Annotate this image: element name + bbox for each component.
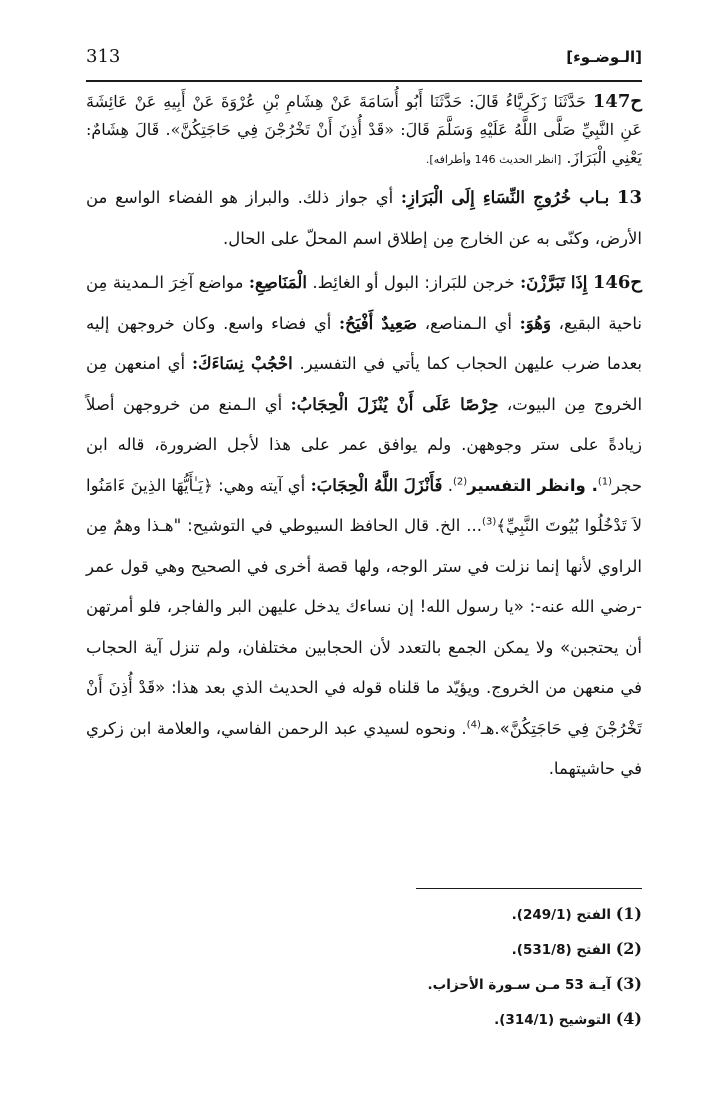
- gloss: .: [447, 475, 454, 495]
- chapter-title: بـاب خُرُوجِ النِّسَاءِ إِلَى الْبَرَازِ:: [400, 188, 610, 207]
- gloss: خرجن للبَراز: البول أو الغائِط.: [312, 273, 515, 292]
- footnote-ref[interactable]: (2): [453, 476, 468, 487]
- footnote-ref[interactable]: (4): [466, 719, 481, 730]
- lemma: حِرْصًا عَلَى أَنْ يُنْزَلَ الْحِجَابُ:: [290, 394, 499, 414]
- commentary-number: ح146: [592, 272, 643, 293]
- lemma: صَعِيدٌ أَفْيَحُ:: [339, 313, 417, 333]
- chapter-number: 13: [616, 187, 642, 208]
- gloss: أي الـمناصع،: [424, 313, 512, 333]
- chapter-paragraph: [86, 178, 642, 259]
- footnote-text: الفتح (249/1).: [511, 907, 611, 923]
- commentary-paragraph: [86, 263, 642, 790]
- footnote: [312, 967, 642, 1002]
- footnotes: [312, 897, 642, 1037]
- gloss: أي فضاء واسع. وكان خروجهن إليه بعدما ضرب عليهن الحجاب كما يأتي في التفسير.: [86, 313, 643, 373]
- page-header: [86, 44, 642, 80]
- footnote-ref[interactable]: (3): [482, 516, 497, 528]
- lemma: احْجُبْ نِسَاءَكَ:: [191, 354, 293, 373]
- header-rule: [86, 80, 642, 82]
- gloss: مواضع آخِرَ الـمدينة مِن ناحية البقيع،: [86, 273, 643, 333]
- gloss: أي الـمنع من خروجهن أصلاً زيادةً على ستر وجوههن. ولم يوافق عمر على هذا لأجل الضرورة، قاله ابن حجر: [86, 394, 643, 495]
- suyuti-quote: ... الخ. قال الحافظ السيوطي في التوشيح: "هـذا وهمٌ مِن الراوي لأنها إنما نزلت في ستر الوجه، ولها قصة أخرى في الصحيح وهي قول عمر -رضي الله عنه-: «يا رسول الله! إن نساءك يدخل عليهن البر والفاجر، فلو أمرتهن أن يحتجبن» ولا يمكن الجمع بالتعدد لأن الحجابين مختلفان، ولم تنزل آية الحجاب في منعهن من الخروج. ويؤيّد ما قلناه قوله في الحديث الذي بعد هذا: «قَدْ أُذِنَ أَنْ تَخْرُجْنَ فِي حَاجَتِكُنَّ».هـ: [86, 516, 642, 738]
- footnote: [312, 897, 642, 932]
- lemma: وَهُوَ:: [519, 313, 551, 333]
- gloss: أي امنعهن مِن الخروج مِن البيوت،: [86, 354, 643, 414]
- footnote: [312, 1002, 642, 1037]
- footnote-text: آيـة 53 مـن سـورة الأحزاب.: [427, 977, 611, 993]
- closing-text: . ونحوه لسيدي عبد الرحمن الفاسي، والعلامة ابن زكري في حاشيتهما.: [86, 718, 642, 778]
- gloss: . وانظر التفسير: [467, 475, 598, 495]
- footnote-number: (2): [615, 939, 642, 958]
- hadith-reference: [انظر الحديث 146 وأطرافه].: [425, 153, 562, 166]
- page-number: 313: [86, 46, 121, 67]
- footnote: [312, 932, 642, 967]
- footnote-number: (1): [615, 904, 642, 923]
- page-body: [86, 88, 642, 790]
- footnote-text: التوشيح (314/1).: [494, 1012, 611, 1028]
- hadith-text: [86, 88, 642, 174]
- footnote-number: (4): [615, 1009, 642, 1028]
- lemma: إِذَا تَبَرَّزْنَ:: [520, 273, 588, 292]
- chapter-explanation: أي جواز ذلك. والبراز هو الفضاء الواسع من الأرض، وكنّى به عن الخارج مِن إطلاق اسم المحلّ على الحال.: [86, 188, 642, 248]
- footnote-ref[interactable]: (1): [597, 476, 613, 487]
- quran-quote: أي آيته وهي: ﴿يَـٰأَيُّهَا الذِينَ ءَامَنُوا لاَ تَدْخُلُوا بُيُوتَ النَّبِيِّ﴾: [86, 475, 642, 535]
- running-head: [الـوضـوء]: [566, 48, 642, 66]
- lemma: الْمَنَاصِعِ:: [248, 273, 307, 292]
- footnote-number: (3): [615, 974, 642, 993]
- hadith-body: حَدَّثَنَا زَكَرِيَّاءُ قَالَ: حَدَّثَنَا أَبُو أُسَامَةَ عَنْ هِشَامِ بْنِ عُرْوَةَ عَنْ أَبِيهِ عَنْ عَائِشَةَ عَنِ النَّبِيِّ صَلَّى اللَّهُ عَلَيْهِ وَسَلَّمَ قَالَ: «قَدْ أُذِنَ أَنْ تَخْرُجْنَ فِي حَاجَتِكُنَّ». قَالَ هِشَامٌ: يَعْنِي الْبَرَازَ.: [86, 92, 642, 167]
- lemma: فَأَنْزَلَ اللَّهُ الْحِجَابَ:: [310, 475, 443, 495]
- footnote-text: الفتح (531/8).: [511, 942, 611, 958]
- hadith-number: ح147: [592, 91, 642, 112]
- footnote-rule: [416, 888, 642, 889]
